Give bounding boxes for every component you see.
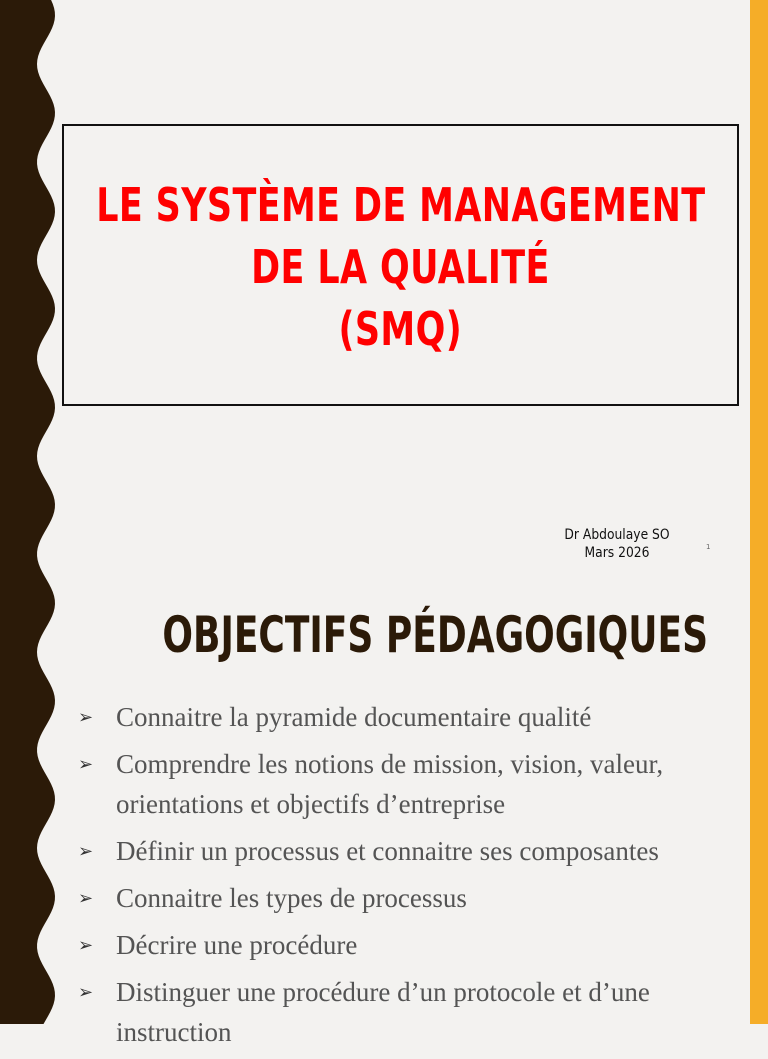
arrowhead-bullet-icon: ➢: [78, 754, 94, 774]
objective-text: Définir un processus et connaitre ses composantes: [116, 836, 659, 866]
objective-text: Distinguer une procédure d’un protocole et d’une instruction: [116, 977, 650, 1047]
objective-item: [78, 831, 738, 871]
decorative-wave-border: [0, 0, 70, 1024]
arrowhead-bullet-icon: ➢: [78, 982, 94, 1002]
objective-text: Comprendre les notions de mission, vision, valeur, orientations et objectifs d’entreprise: [116, 749, 664, 819]
arrowhead-bullet-icon: ➢: [78, 888, 94, 908]
arrowhead-bullet-icon: ➢: [78, 707, 94, 727]
author-name: Dr Abdoulaye SO: [564, 527, 670, 543]
objective-text: Connaitre les types de processus: [116, 883, 467, 913]
page-number: 1: [706, 543, 711, 551]
objective-item: [78, 925, 738, 965]
arrowhead-bullet-icon: ➢: [78, 841, 94, 861]
objective-item: [78, 697, 738, 737]
author-block: [542, 526, 692, 562]
objective-item: [78, 744, 738, 824]
objective-text: Connaitre la pyramide documentaire qualité: [116, 702, 592, 732]
title-line-2: DE LA QUALITÉ: [251, 240, 550, 294]
presentation-date: Mars 2026: [584, 545, 650, 561]
objective-text: Décrire une procédure: [116, 930, 358, 960]
objectives-list: [78, 697, 738, 1059]
objectives-title: OBJECTIFS PÉDAGOGIQUES: [162, 606, 709, 664]
title-line-1: LE SYSTÈME DE MANAGEMENT: [95, 178, 706, 232]
objective-item: [78, 878, 738, 918]
arrowhead-bullet-icon: ➢: [78, 935, 94, 955]
title-box: [62, 124, 739, 406]
title-line-3: (SMQ): [338, 302, 463, 356]
accent-orange-bar: [750, 0, 768, 1024]
objective-item: [78, 972, 738, 1052]
